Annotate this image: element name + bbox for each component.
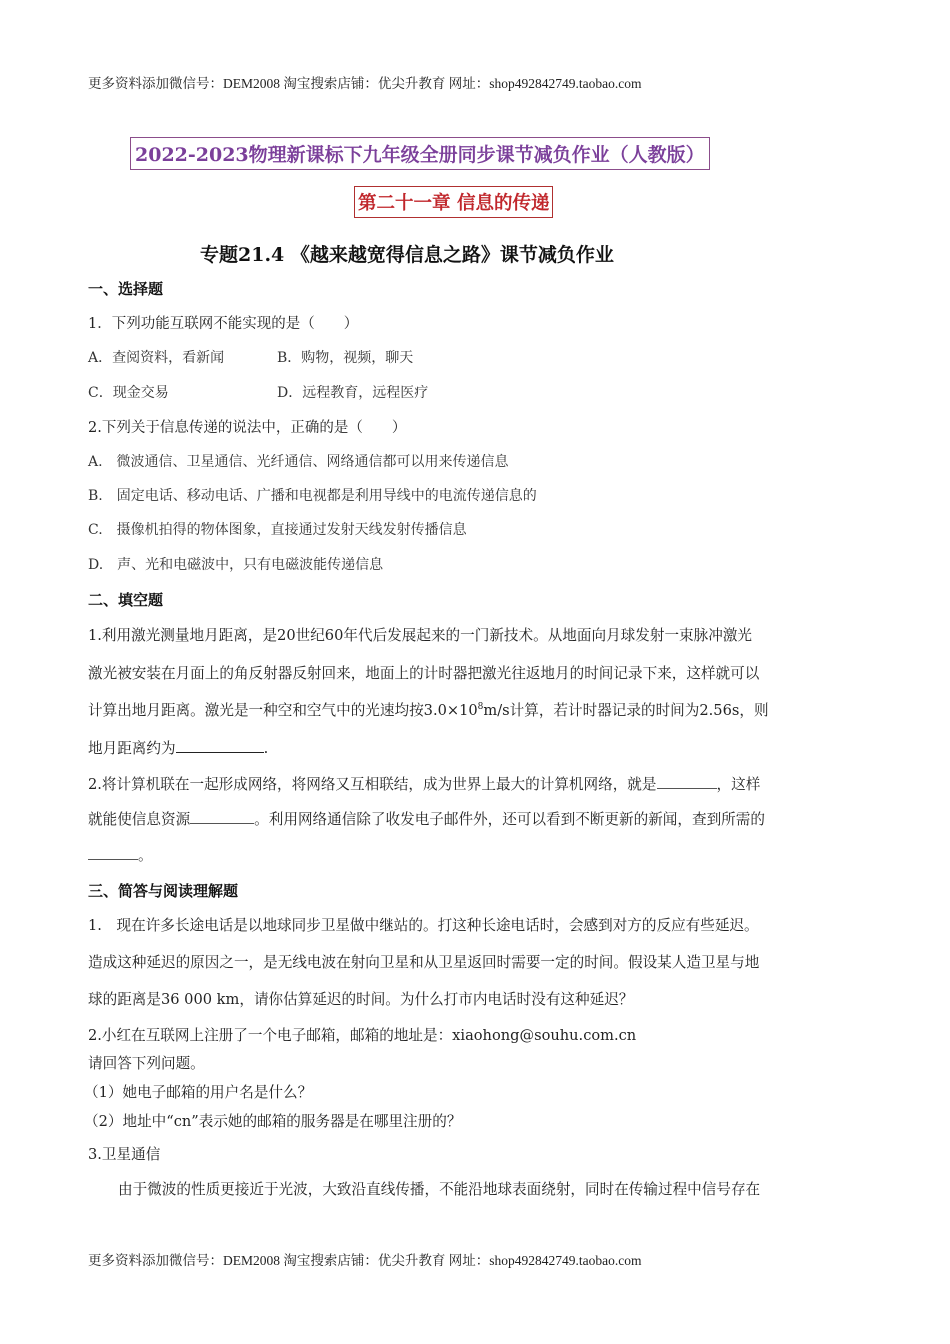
sa-q3-title: 3.卫星通信 (88, 1146, 161, 1163)
section-heading-choice: 一、选择题 (88, 280, 164, 298)
answer-blank[interactable] (176, 738, 264, 753)
q1-option-d: D．远程教育，远程医疗 (277, 385, 429, 401)
fill-q1-line4-text: 地月距离约为 (88, 740, 176, 757)
fill-q1-line2: 激光被安装在月面上的角反射器反射回来，地面上的计时器把激光往返地月的时间记录下来，这样就可以 (88, 665, 760, 682)
fill-q1-line1: 1.利用激光测量地月距离，是20世纪60年代后发展起来的一门新技术。从地面向月球发射一束脉冲激光 (88, 627, 753, 644)
fill-q1-line4-end: . (263, 740, 269, 757)
fill-q2-line3 (88, 844, 864, 865)
fill-q2-line1-a: 2.将计算机联在一起形成网络，将网络又互相联结，成为世界上最大的计算机网络，就是 (88, 776, 657, 793)
answer-blank[interactable] (190, 811, 254, 824)
question-2-stem: 2.下列关于信息传递的说法中，正确的是（ ） (88, 420, 407, 436)
sa-q1-line2: 造成这种延迟的原因之一，是无线电波在射向卫星和从卫星返回时需要一定的时间。假设某人造卫星与地 (88, 954, 760, 971)
section-heading-short-answer: 三、简答与阅读理解题 (88, 882, 239, 900)
q2-option-a: A. 微波通信、卫星通信、光纤通信、网络通信都可以用来传递信息 (88, 454, 509, 470)
exponent: 8 (477, 702, 484, 713)
q1-option-c: C．现金交易 (88, 385, 169, 401)
page-header: 更多资料添加微信号：DEM2008 淘宝搜索店铺：优尖升教育 网址：shop492842749.taobao.com (88, 76, 642, 91)
sa-q1-line3: 球的距离是36 000 km，请你估算延迟的时间。为什么打市内电话时没有这种延迟？ (88, 991, 634, 1008)
fill-q2-line1 (88, 773, 864, 794)
page-footer: 更多资料添加微信号：DEM2008 淘宝搜索店铺：优尖升教育 网址：shop492842749.taobao.com (88, 1253, 642, 1268)
document-title: 2022-2023物理新课标下九年级全册同步课节减负作业（人教版） (130, 137, 710, 170)
q2-option-d: D. 声、光和电磁波中，只有电磁波能传递信息 (88, 557, 384, 573)
sa-q3-line1: 由于微波的性质更接近于光波，大致沿直线传播，不能沿地球表面绕射，同时在传输过程中信号存在 (118, 1181, 761, 1198)
q1-option-b: B．购物，视频，聊天 (277, 350, 414, 366)
sa-q1-line1: 1. 现在许多长途电话是以地球同步卫星做中继站的。打这种长途电话时，会感到对方的反应有些延迟。 (88, 917, 759, 934)
fill-q2-line3-end: 。 (138, 847, 153, 864)
fill-q1-line3 (88, 699, 864, 720)
fill-q2-line2-b: 。利用网络通信除了收发电子邮件外，还可以看到不断更新的新闻，查到所需的 (254, 811, 765, 828)
q1-option-a: A．查阅资料，看新闻 (88, 350, 225, 366)
answer-blank[interactable] (657, 776, 717, 789)
fill-q2-line2-a: 就能使信息资源 (88, 811, 191, 828)
fill-q1-line3-b: m/s计算，若计时器记录的时间为2.56s，则 (483, 702, 769, 719)
fill-q2-line1-b: ，这样 (716, 776, 761, 793)
fill-q2-line2 (88, 808, 864, 829)
topic-title: 专题21.4 《越来越宽得信息之路》课节减负作业 (200, 244, 614, 266)
q2-option-b: B. 固定电话、移动电话、广播和电视都是利用导线中的电流传递信息的 (88, 488, 537, 504)
answer-blank[interactable] (88, 847, 138, 860)
question-1-stem: 1．下列功能互联网不能实现的是（ ） (88, 316, 359, 332)
sa-q2-line1: 2.小红在互联网上注册了一个电子邮箱，邮箱的地址是：xiaohong@souhu.com.cn (88, 1027, 637, 1044)
fill-q1-line3-a: 计算出地月距离。激光是一种空和空气中的光速均按3.0×10 (88, 702, 478, 719)
sa-q2-sub2: （2）地址中“cn”表示她的邮箱的服务器是在哪里注册的？ (84, 1113, 462, 1130)
fill-q1-line4 (88, 737, 864, 758)
sa-q2-sub1: （1）她电子邮箱的用户名是什么？ (84, 1084, 313, 1101)
q2-option-c: C. 摄像机拍得的物体图象，直接通过发射天线发射传播信息 (88, 522, 467, 538)
sa-q2-line2: 请回答下列问题。 (88, 1055, 205, 1072)
section-heading-fill: 二、填空题 (88, 591, 164, 609)
chapter-title: 第二十一章 信息的传递 (354, 186, 553, 218)
